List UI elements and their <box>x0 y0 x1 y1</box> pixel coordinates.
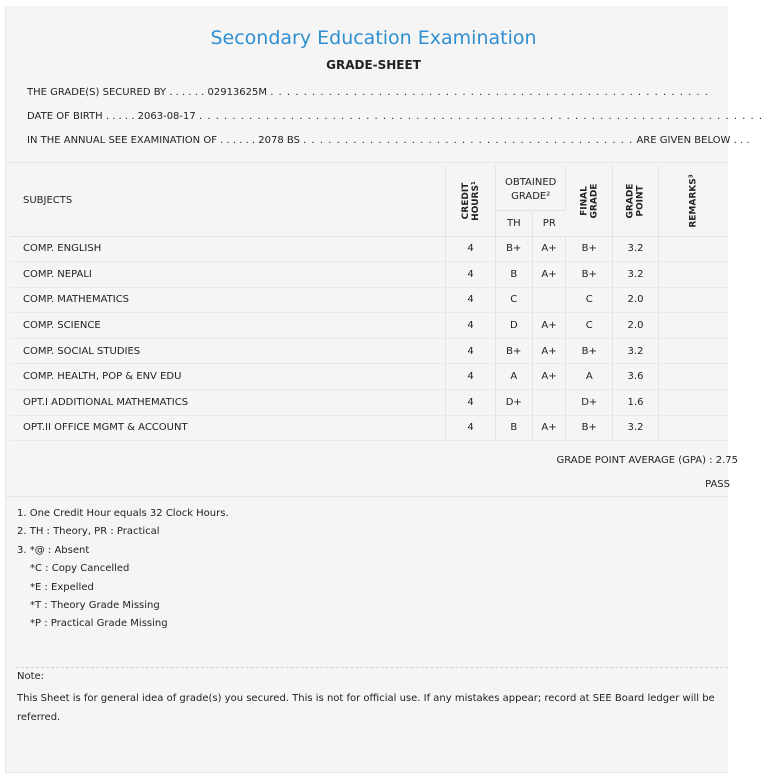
dob-label: DATE OF BIRTH . . . . . <box>27 111 135 122</box>
grade-point-cell: 2.0 <box>613 313 659 339</box>
table-header-row <box>10 166 728 210</box>
final-grade-header: FINAL GRADE <box>566 166 613 236</box>
credit-hours-cell: 4 <box>446 236 496 262</box>
subject-cell: COMP. HEALTH, POP & ENV EDU <box>10 364 446 390</box>
final-grade-cell: B+ <box>566 415 613 441</box>
exam-label: IN THE ANNUAL SEE EXAMINATION OF . . . . . . <box>27 135 256 146</box>
date-of-birth: 2063-08-17 <box>137 111 196 122</box>
final-grade-cell: B+ <box>566 236 613 262</box>
footnote-sub-item: *P : Practical Grade Missing <box>30 618 168 630</box>
th-grade-cell: D <box>495 313 532 339</box>
notes-divider <box>6 496 728 497</box>
subject-cell: OPT.I ADDITIONAL MATHEMATICS <box>10 390 446 416</box>
subject-cell: OPT.II OFFICE MGMT & ACCOUNT <box>10 415 446 441</box>
footnote-sub-item: *C : Copy Cancelled <box>30 563 130 575</box>
remarks-cell <box>658 313 728 339</box>
note-title: Note: <box>17 671 45 682</box>
pr-grade-cell: A+ <box>532 364 566 390</box>
credit-hours-cell: 4 <box>446 390 496 416</box>
credit-hours-cell: 4 <box>446 364 496 390</box>
grade-point-cell: 3.2 <box>613 338 659 364</box>
subject-cell: COMP. NEPALI <box>10 262 446 288</box>
th-grade-cell: B <box>495 262 532 288</box>
table-row <box>10 364 728 390</box>
table-row <box>10 236 728 262</box>
remarks-cell <box>658 287 728 313</box>
exam-year: 2078 BS <box>258 135 300 146</box>
grades-table <box>10 166 728 441</box>
final-grade-cell: B+ <box>566 338 613 364</box>
exam-line <box>27 135 750 146</box>
footnote-item: 2. TH : Theory, PR : Practical <box>17 526 160 538</box>
footnote-item: 3. *@ : Absent <box>17 544 90 556</box>
grade-point-header: GRADE POINT <box>613 166 659 236</box>
th-grade-cell: B+ <box>495 236 532 262</box>
th-grade-cell: D+ <box>495 390 532 416</box>
remarks-cell <box>658 338 728 364</box>
credit-hours-header: CREDIT HOURS¹ <box>446 166 496 236</box>
pr-grade-cell <box>532 390 566 416</box>
final-grade-cell: C <box>566 287 613 313</box>
remarks-cell <box>658 364 728 390</box>
remarks-header: REMARKS³ <box>658 166 728 236</box>
credit-hours-cell: 4 <box>446 287 496 313</box>
grade-point-cell: 3.2 <box>613 262 659 288</box>
th-grade-cell: B+ <box>495 338 532 364</box>
th-grade-cell: A <box>495 364 532 390</box>
result-status: PASS <box>705 479 730 490</box>
note-divider <box>16 667 728 668</box>
credit-hours-cell: 4 <box>446 415 496 441</box>
subject-cell: COMP. ENGLISH <box>10 236 446 262</box>
pr-grade-cell: A+ <box>532 313 566 339</box>
symbol-number: 02913625M <box>207 87 268 98</box>
grade-point-cell: 3.2 <box>613 236 659 262</box>
exam-suffix: ARE GIVEN BELOW . . . <box>636 135 750 146</box>
credit-hours-cell: 4 <box>446 262 496 288</box>
note-text: This Sheet is for general idea of grade(s) you secured. This is not for official use. If any mistakes appear; record at SEE Board ledger will be referred. <box>17 693 715 723</box>
th-grade-cell: C <box>495 287 532 313</box>
pr-grade-cell <box>532 287 566 313</box>
final-grade-cell: A <box>566 364 613 390</box>
dob-line <box>27 111 763 122</box>
table-top-divider <box>6 162 728 163</box>
pr-header: PR <box>532 210 566 236</box>
pr-grade-cell: A+ <box>532 236 566 262</box>
page-title: Secondary Education Examination <box>210 27 537 49</box>
table-row <box>10 313 728 339</box>
pr-grade-cell: A+ <box>532 415 566 441</box>
gpa-value: GRADE POINT AVERAGE (GPA) : 2.75 <box>556 455 738 466</box>
subject-cell: COMP. SOCIAL STUDIES <box>10 338 446 364</box>
grade-point-cell: 3.6 <box>613 364 659 390</box>
secured-by-line <box>27 87 709 98</box>
exam-dots: . . . . . . . . . . . . . . . . . . . . . . . . . . . . . . . . . . . . . . . . <box>303 135 634 146</box>
table-row <box>10 390 728 416</box>
th-header: TH <box>495 210 532 236</box>
final-grade-cell: D+ <box>566 390 613 416</box>
remarks-cell <box>658 262 728 288</box>
footnote-sub-item: *E : Expelled <box>30 581 94 593</box>
pr-grade-cell: A+ <box>532 262 566 288</box>
subjects-header: SUBJECTS <box>10 166 446 236</box>
grade-sheet-heading: GRADE-SHEET <box>326 58 421 72</box>
obtained-grade-header: OBTAINED GRADE² <box>495 166 566 210</box>
grade-point-cell: 2.0 <box>613 287 659 313</box>
final-grade-cell: B+ <box>566 262 613 288</box>
secured-by-label: THE GRADE(S) SECURED BY . . . . . . <box>27 87 205 98</box>
remarks-cell <box>658 390 728 416</box>
subject-cell: COMP. SCIENCE <box>10 313 446 339</box>
dob-dots: . . . . . . . . . . . . . . . . . . . . . . . . . . . . . . . . . . . . . . . . . . . . . . . . . . . . . . . . . . . . . . . . . . . . <box>198 111 763 122</box>
secured-dots: . . . . . . . . . . . . . . . . . . . . . . . . . . . . . . . . . . . . . . . . . . . . . . . . . . . . . <box>270 87 709 98</box>
grade-sheet-panel <box>5 6 763 773</box>
remarks-cell <box>658 415 728 441</box>
footnotes <box>17 505 229 634</box>
table-row <box>10 262 728 288</box>
pr-grade-cell: A+ <box>532 338 566 364</box>
grade-point-cell: 1.6 <box>613 390 659 416</box>
footnote-item: 1. One Credit Hour equals 32 Clock Hours. <box>17 508 229 519</box>
grade-point-cell: 3.2 <box>613 415 659 441</box>
credit-hours-cell: 4 <box>446 338 496 364</box>
footnote-sub-item: *T : Theory Grade Missing <box>30 600 160 612</box>
credit-hours-cell: 4 <box>446 313 496 339</box>
remarks-cell <box>658 236 728 262</box>
table-row <box>10 415 728 441</box>
table-row <box>10 287 728 313</box>
table-row <box>10 338 728 364</box>
th-grade-cell: B <box>495 415 532 441</box>
final-grade-cell: C <box>566 313 613 339</box>
subject-cell: COMP. MATHEMATICS <box>10 287 446 313</box>
